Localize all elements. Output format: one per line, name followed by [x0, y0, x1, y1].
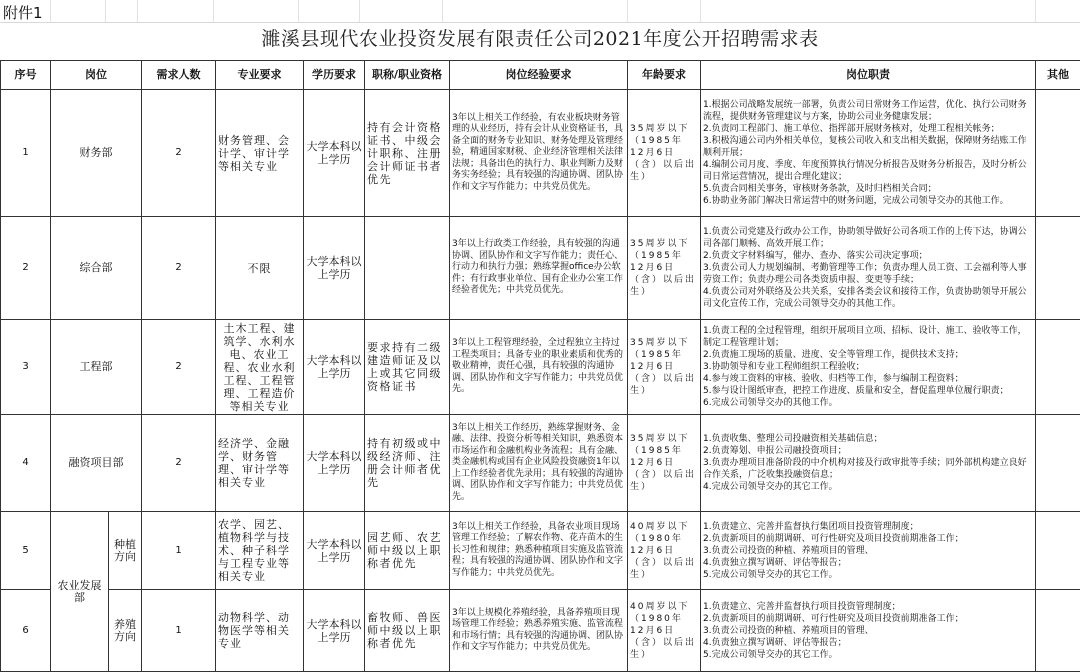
row-qualification: 持有会计资格证书、中级会计职称、注册会计师证书者优先: [365, 90, 450, 217]
header-qualification: 职称/职业资格: [365, 61, 450, 90]
grid-line: [359, 0, 360, 22]
row-qualification: [365, 217, 450, 320]
row-no: 2: [1, 217, 51, 320]
row-education: 大学本科以上学历: [304, 217, 365, 320]
row-education: 大学本科以上学历: [304, 590, 365, 672]
row-other: [1036, 590, 1080, 672]
row-no: 5: [1, 512, 51, 590]
header-education: 学历要求: [304, 61, 365, 90]
row-qualification: 畜牧师、兽医师中级以上职称者优先: [365, 590, 450, 672]
row-no: 6: [1, 590, 51, 672]
row-major: 土木工程、建筑学、水利水电、农业工程、农业水利工程、工程管理、工程造价等相关专业: [216, 320, 304, 415]
grid-line: [1035, 0, 1036, 22]
row-education: 大学本科以上学历: [304, 320, 365, 415]
document-title: 濉溪县现代农业投资发展有限责任公司2021年度公开招聘需求表: [0, 24, 1080, 51]
row-duties: 1.负责收集、整理公司投融资相关基础信息； 2.负责筹划、申报公司融投资项目； 3.负责办理项目准备阶段的中介机构对接及行政审批等手续；同外部机构建立良好合作关系，广泛收集投融资信息； 4.完成公司领导交办的其它工作。: [701, 415, 1036, 512]
grid-line: [298, 0, 299, 22]
group-department: 农业发展部: [51, 512, 109, 672]
row-age: 35周岁以下（1985年12月6日（含）以后出生）: [628, 320, 701, 415]
table-row: [1, 320, 1080, 415]
recruitment-table: [0, 60, 1080, 672]
header-no: 序号: [1, 61, 51, 90]
row-other: [1036, 217, 1080, 320]
table-row: [1, 512, 1080, 590]
row-age: 35周岁以下（1985年12月6日（含）以后出生）: [628, 90, 701, 217]
row-experience: 3年以上相关工作经验，具备农业项目现场管理工作经验；了解农作物、花卉苗木的生长习性和规律；熟悉种植项目实施及监管流程；具有较强的沟通协调、团队协作和文字写作能力；中共党员优先。: [450, 512, 628, 590]
header-count: 需求人数: [142, 61, 216, 90]
row-position: 综合部: [51, 217, 142, 320]
table-row: [1, 217, 1080, 320]
header-other: 其他: [1036, 61, 1080, 90]
row-position: 财务部: [51, 90, 142, 217]
row-experience: 3年以上行政类工作经验，具有较强的沟通协调、团队协作和文字写作能力；责任心、行动力和执行力强；熟练掌握office办公软件；有行政事业单位、国有企业办公室工作经验者优先；中共党员优先。: [450, 217, 628, 320]
grid-line: [105, 0, 106, 22]
row-count: 2: [142, 217, 216, 320]
row-position: 种植方向: [109, 512, 142, 590]
row-qualification: 园艺师、农艺师中级以上职称者优先: [365, 512, 450, 590]
row-duties: 1.根据公司战略发展统一部署，负责公司日常财务工作运营，优化、执行公司财务流程，提供财务管理建议与方案，协助公司业务健康发展； 2.负责同工程部门、施工单位、指挥部开展财务核对，处理工程相关帐务； 3.积极沟通公司内外相关单位，复核公司收入和支出相关数据，保障财务结账工作顺利开展； 4.编制公司月度、季度、年度预算执行情况分析报告及财务分析报告，及时分析公司日常运营情况，提出合理化建议； 5.负责合同相关事务，审核财务条款，及时归档相关合同； 6.协助业务部门解决日常运营中的财务问题，完成公司领导交办的其他工作。: [701, 90, 1036, 217]
row-age: 35周岁以下（1985年12月6日（含）以后出生）: [628, 415, 701, 512]
row-duties: 1.负责公司党建及行政办公工作，协助领导做好公司各项工作的上传下达，协调公司各部门顺畅、高效开展工作； 2.负责文字材料编写，催办、查办、落实公司决定事项； 3.负责公司人力规划编制、考勤管理等工作；负责办理人员工资、工会福利等人事劳资工作；负责办理公司各类资质申报、变更等手续； 4.负责公司对外联络及公共关系，安排各类会议和接待工作，负责协助领导开展公司文化宣传工作，完成公司领导交办的其他工作。: [701, 217, 1036, 320]
row-duties: 1.负责建立、完善并监督执行集团项目投资管理制度； 2.负责新项目的前期调研、可行性研究及项目投资前期准备工作； 3.负责公司投资的种植、养殖项目的管理、 4.负责独立撰写调研、评估等报告； 5.完成公司领导交办的其它工作。: [701, 512, 1036, 590]
row-major: 经济学、金融学、财务管理、审计学等相关专业: [216, 415, 304, 512]
row-experience: 3年以上相关工作经历，熟练掌握财务、金融、法律、投资分析等相关知识，熟悉资本市场运作和金融机构业务流程；具有金融、类金融机构或国有企业风险投资融资1年以上工作经验者优先录用；具有较强的沟通协调、团队协作和文字写作能力；中共党员优先。: [450, 415, 628, 512]
grid-line: [50, 0, 51, 22]
row-count: 1: [142, 512, 216, 590]
row-other: [1036, 320, 1080, 415]
grid-line: [137, 0, 138, 22]
row-experience: 3年以上工程管理经验，全过程独立主持过工程类项目；具备专业的职业素质和优秀的敬业精神，责任心强，具有较强的沟通协调、团队协作和文字写作能力；中共党员优先。: [450, 320, 628, 415]
row-education: 大学本科以上学历: [304, 415, 365, 512]
row-education: 大学本科以上学历: [304, 90, 365, 217]
header-experience: 岗位经验要求: [450, 61, 628, 90]
header-row: [1, 61, 1080, 90]
row-no: 3: [1, 320, 51, 415]
header-major: 专业要求: [216, 61, 304, 90]
row-experience: 3年以上规模化养殖经验，具备养殖项目现场管理工作经验；熟悉养殖实施、监管流程和市场行情；具有较强的沟通协调、团队协作和文字写作能力；中共党员优先。: [450, 590, 628, 672]
row-major: 农学、园艺、植物科学与技术、种子科学与工程专业等相关专业: [216, 512, 304, 590]
row-duties: 1.负责建立、完善并监督执行项目投资管理制度； 2.负责新项目的前期调研、可行性研究及项目投资前期准备工作； 3.负责公司投资的种植、养殖项目的管理、 4.负责独立撰写调研、评估等报告； 5.完成公司领导交办的其它工作。: [701, 590, 1036, 672]
row-age: 35周岁以下（1985年12月6日（含）以后出生）: [628, 217, 701, 320]
row-count: 2: [142, 90, 216, 217]
row-duties: 1.负责工程的全过程管理，组织开展项目立项、招标、设计、施工、验收等工作，制定工程管理计划； 2.负责施工现场的质量、进度、安全等管理工作，提供技术支持； 3.协助领导和专业工程师组织工程验收； 4.参与竣工资料的审核、验收、归档等工作，参与编制工程资料； 5.参与设计图纸审查，把控工作进度、质量和安全，督促监理单位履行职责； 6.完成公司领导交办的其他工作。: [701, 320, 1036, 415]
row-no: 4: [1, 415, 51, 512]
row-position: 工程部: [51, 320, 142, 415]
annex-label: 附件1: [3, 2, 43, 23]
row-major: 财务管理、会计学、审计学等相关专业: [216, 90, 304, 217]
grid-line: [213, 0, 214, 22]
row-age: 40周岁以下（1980年12月6日（含）以后出生）: [628, 512, 701, 590]
table-row: [1, 415, 1080, 512]
row-qualification: 持有初级或中级经济师、注册会计师者优先: [365, 415, 450, 512]
row-position: 养殖方向: [109, 590, 142, 672]
grid-line: [700, 0, 701, 22]
row-major: 不限: [216, 217, 304, 320]
row-other: [1036, 415, 1080, 512]
header-position: 岗位: [51, 61, 142, 90]
row-age: 40周岁以下（1980年12月6日（含）以后出生）: [628, 590, 701, 672]
row-count: 2: [142, 415, 216, 512]
row-qualification: 要求持有二级建造师证及以上或其它同级资格证书: [365, 320, 450, 415]
row-major: 动物科学、动物医学等相关专业: [216, 590, 304, 672]
row-education: 大学本科以上学历: [304, 512, 365, 590]
table-row: [1, 590, 1080, 672]
row-position: 融资项目部: [51, 415, 142, 512]
row-count: 2: [142, 320, 216, 415]
grid-line: [627, 0, 628, 22]
grid-line: [442, 0, 443, 22]
annex-row: [0, 0, 1080, 23]
row-experience: 3年以上相关工作经验，有农业板块财务管理的从业经历，持有会计从业资格证书，具备全面的财务专业知识、财务处理及管理经验，精通国家财税、企业经济管理相关法律法规；具备出色的执行力、职业判断力及财务实务经验；具有较强的沟通协调、团队协作和文字写作能力；中共党员优先。: [450, 90, 628, 217]
table-row: [1, 90, 1080, 217]
row-no: 1: [1, 90, 51, 217]
header-duties: 岗位职责: [701, 61, 1036, 90]
header-age: 年龄要求: [628, 61, 701, 90]
row-count: 1: [142, 590, 216, 672]
row-other: [1036, 512, 1080, 590]
row-other: [1036, 90, 1080, 217]
